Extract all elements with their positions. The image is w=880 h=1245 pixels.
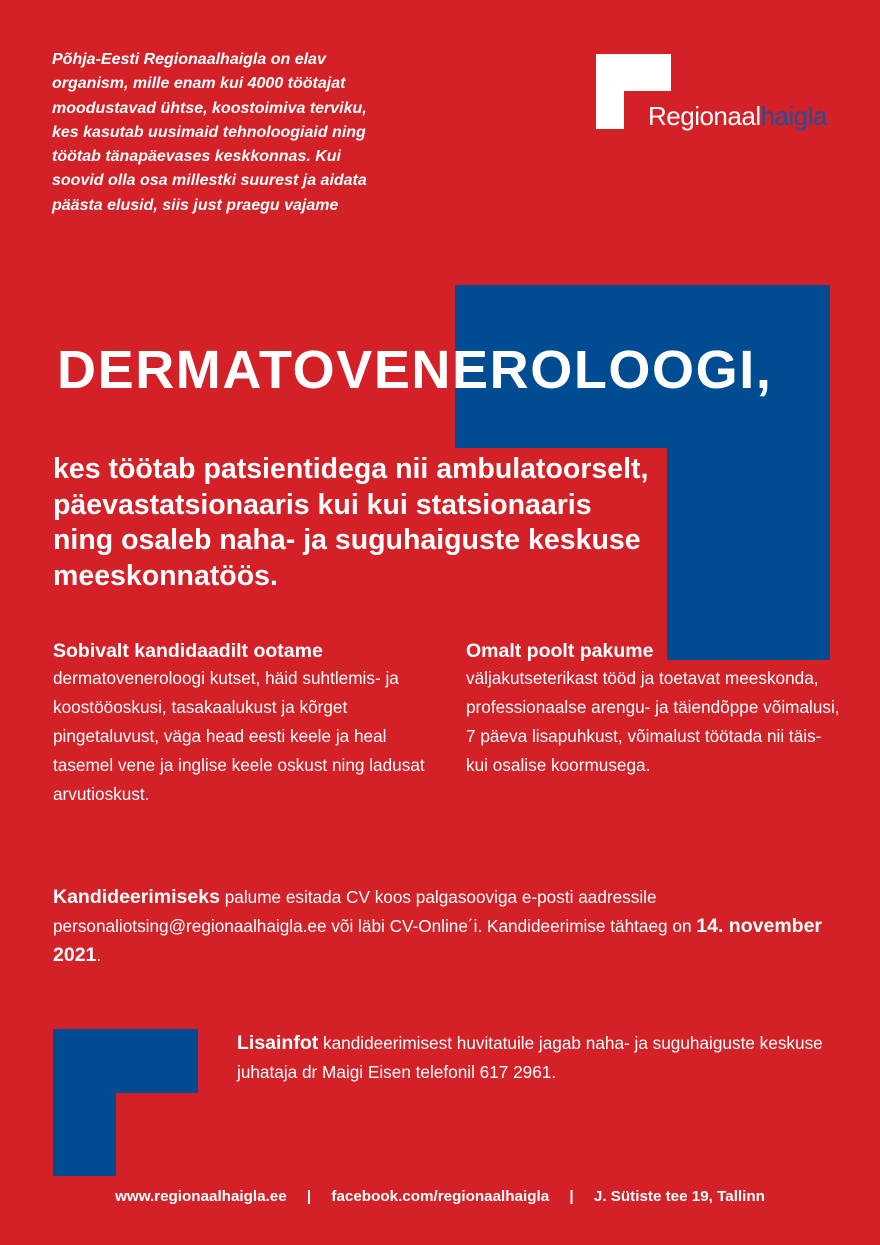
footer-website-link[interactable]: www.regionaalhaigla.ee [115,1188,287,1205]
requirements-text: dermatoveneroloogi kutset, häid suhtlemis- ja koostööoskusi, tasakaalukust ja kõrget pingetaluvust, väga head eesti keele ja heal tasemel vene ja inglise keele oskust ning ladusat arvutioskust. [53,668,425,804]
application-info [53,883,833,970]
offer-text: väljakutseterikast tööd ja toetavat meeskonda, professionaalse arengu- ja täiendõppe võimalusi, 7 päeva lisapuhkust, võimalust töötada nii täis- kui osalise koormusega. [466,668,840,775]
regionaalhaigla-logo[interactable] [596,54,836,134]
offer-section [466,638,846,780]
offer-heading: Omalt poolt pakume [466,640,654,662]
intro-text: Põhja-Eesti Regionaalhaigla on elav organism, mille enam kui 4000 töötajat moodustavad ühtse, koostoimiva terviku, kes kasutab uusimaid tehnoloogiaid ning töötab tänapäevases keskkonnas. Kui soovid olla osa millestki suurest ja aidata päästa elusid, siis just praegu vajame [52,51,367,214]
info-lead: Lisainfot [237,1032,319,1054]
application-end: . [96,945,102,965]
footer-facebook-link[interactable]: facebook.com/regionaalhaigla [331,1188,550,1205]
logo-text-main: Regionaal [648,101,761,131]
footer-address: J. Sütiste tee 19, Tallinn [593,1188,765,1205]
application-text: palume esitada CV koos palgasooviga e-posti aadressile personaliotsing@regionaalhaigla.ee või läbi CV-Online´i. Kandideerimise tähtaeg on [53,887,697,936]
page-title: DERMATOVENEROLOOGI, [57,340,773,400]
requirements-heading: Sobivalt kandidaadilt ootame [53,640,323,662]
footer [0,1186,880,1208]
requirements-section [53,638,433,809]
footer-separator: | [306,1188,312,1205]
logo-text-accent: haigla [760,101,827,131]
logo-wordmark [648,101,827,131]
application-lead: Kandideerimiseks [53,886,220,908]
additional-info [237,1029,837,1087]
decorative-blue-bracket-small [53,1029,198,1176]
footer-separator: | [569,1188,574,1205]
info-text: kandideerimisest huvitatuile jagab naha- ja suguhaiguste keskuse juhataja dr Maigi Eisen telefonil 617 2961. [237,1033,823,1082]
job-description: kes töötab patsientidega nii ambulatoorselt, päevastatsionaaris kui kui statsionaaris ning osaleb naha- ja suguhaiguste keskuse meeskonnatöös. [53,453,649,592]
application-deadline: 14. november 2021 [53,915,823,966]
